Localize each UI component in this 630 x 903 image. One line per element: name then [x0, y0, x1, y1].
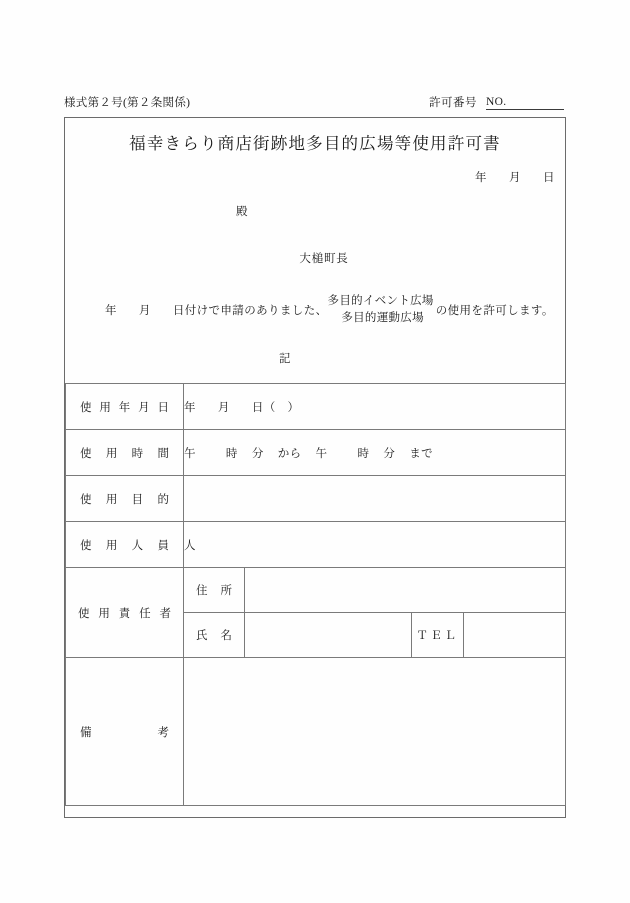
time-from-minute: 分	[251, 447, 264, 460]
permission-prefix	[105, 302, 328, 318]
page-title: 福幸きらり商店街跡地多目的広場等使用許可書	[129, 134, 501, 153]
label-remarks	[66, 658, 184, 806]
label-char: 使	[80, 493, 92, 506]
venue-option-event-plaza[interactable]: 多目的イベント広場	[327, 295, 434, 307]
label-char: 者	[159, 607, 171, 620]
section-marker: 記	[279, 353, 291, 365]
label-char: 備	[80, 726, 92, 739]
label-char: 住	[196, 585, 208, 597]
addressee-suffix: 殿	[236, 206, 248, 218]
label-char: 名	[220, 630, 232, 642]
table-row-usage-purpose	[66, 476, 566, 522]
field-name[interactable]	[245, 613, 412, 658]
label-char: 使	[78, 607, 90, 620]
issue-date-day: 日	[543, 172, 555, 184]
label-char: 時	[131, 447, 144, 460]
label-char: 使	[80, 447, 92, 460]
issue-date-month: 月	[509, 172, 521, 184]
permit-number-field[interactable]: NO.	[486, 96, 564, 110]
field-tel[interactable]	[464, 613, 566, 658]
permit-number-group	[429, 94, 566, 110]
preamble-section	[65, 118, 565, 383]
label-char: 任	[139, 607, 151, 620]
label-usage-date	[66, 384, 184, 430]
label-tel: ＴＥＬ	[412, 613, 464, 658]
label-char: 用	[99, 401, 111, 414]
label-char: 氏	[196, 630, 208, 642]
field-usage-date[interactable]	[184, 384, 566, 430]
venue-options	[328, 294, 434, 326]
field-usage-purpose[interactable]	[184, 476, 566, 522]
label-name	[184, 613, 245, 658]
label-char: 責	[118, 607, 131, 620]
label-char: 所	[220, 585, 232, 597]
time-to-ampm: 午	[315, 447, 328, 460]
label-char: 考	[157, 726, 169, 739]
label-char: 人	[131, 539, 144, 552]
table-row-usage-date	[66, 384, 566, 430]
venue-option-sports-plaza[interactable]: 多目的運動広場	[341, 312, 424, 325]
usage-details-table	[65, 383, 566, 806]
permit-number-label: 許可番号	[429, 97, 477, 109]
label-address	[184, 568, 245, 613]
permission-suffix-text: の使用を許可します。	[435, 304, 554, 317]
label-char: 使	[80, 539, 92, 552]
label-char: 用	[98, 607, 110, 620]
label-char: 用	[105, 493, 118, 506]
label-char: 年	[118, 401, 131, 414]
time-from-ampm: 午	[184, 447, 196, 460]
table-row-usage-time	[66, 430, 566, 476]
field-usage-time[interactable]	[184, 430, 566, 476]
field-remarks[interactable]	[184, 658, 566, 806]
issuer-name: 大槌町長	[299, 253, 349, 265]
time-to-hour: 時	[357, 447, 370, 460]
label-char: 員	[157, 539, 169, 552]
headcount-unit: 人	[184, 539, 196, 552]
label-char: 日	[157, 401, 169, 414]
table-row-remarks	[66, 658, 566, 806]
form-number-label: 様式第２号(第２条関係)	[64, 97, 191, 109]
label-char: 用	[105, 539, 118, 552]
time-from-hour: 時	[225, 447, 238, 460]
time-to-minute: 分	[383, 447, 396, 460]
label-usage-time	[66, 430, 184, 476]
label-char: 間	[157, 447, 169, 460]
label-char: 使	[80, 401, 92, 414]
label-char: 目	[131, 493, 144, 506]
permission-statement	[105, 294, 559, 326]
issue-date-year: 年	[475, 172, 487, 184]
label-usage-purpose	[66, 476, 184, 522]
label-responsible-person	[66, 568, 184, 658]
usage-date-year: 年	[184, 401, 196, 414]
application-date-year: 年	[105, 304, 117, 317]
application-date-month: 月	[138, 304, 151, 317]
table-row-usage-headcount	[66, 522, 566, 568]
issue-date-line	[475, 169, 555, 185]
label-char: 用	[105, 447, 118, 460]
document-body-box	[64, 117, 566, 818]
usage-date-month: 月	[217, 401, 230, 414]
time-from-connector: から	[277, 447, 302, 460]
label-char: 的	[157, 493, 169, 506]
label-usage-headcount	[66, 522, 184, 568]
document-header	[64, 88, 566, 110]
label-char: 月	[138, 401, 150, 414]
field-address[interactable]	[245, 568, 566, 613]
table-row-responsible-address	[66, 568, 566, 613]
permission-prefix-text: 日付けで申請のありました、	[172, 304, 328, 317]
usage-date-day: 日（ ）	[251, 401, 300, 414]
field-usage-headcount[interactable]	[184, 522, 566, 568]
time-to-connector: まで	[409, 447, 434, 460]
